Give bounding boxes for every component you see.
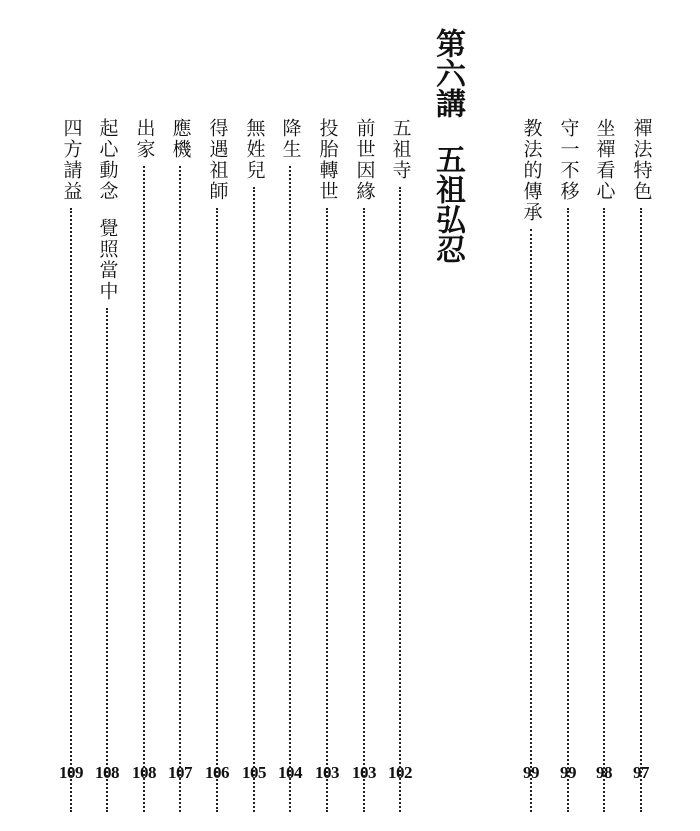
entry-subtitle: 覺照當中 <box>96 218 119 302</box>
dot-leader <box>640 208 642 812</box>
toc-entry[interactable] <box>386 118 414 818</box>
toc-entry[interactable] <box>203 118 231 818</box>
entry-title: 坐禪看心 <box>593 118 616 202</box>
page-number: 108 <box>132 763 156 782</box>
dot-leader <box>530 229 532 812</box>
dot-leader <box>70 208 72 812</box>
toc-entry[interactable] <box>627 118 655 818</box>
dot-leader <box>363 208 365 812</box>
toc-entry[interactable] <box>350 118 378 818</box>
toc-entry[interactable] <box>130 118 158 818</box>
toc-entry[interactable] <box>517 118 545 818</box>
dot-leader <box>326 208 328 812</box>
toc-entry[interactable] <box>166 118 194 818</box>
chapter-title: 五祖弘忍 <box>430 144 465 264</box>
page-number: 99 <box>560 763 576 782</box>
entry-title: 出家 <box>133 118 156 160</box>
chapter-number: 第六講 <box>430 28 465 118</box>
entry-title: 無姓兒 <box>243 118 266 181</box>
dot-leader <box>216 208 218 812</box>
page-number: 105 <box>242 763 266 782</box>
entry-title: 得遇祖師 <box>206 118 229 202</box>
dot-leader <box>253 187 255 812</box>
dot-leader <box>289 166 291 812</box>
page-number: 99 <box>523 763 539 782</box>
chapter-heading <box>422 28 465 288</box>
entry-title: 降生 <box>279 118 302 160</box>
dot-leader <box>567 208 569 812</box>
toc-entry[interactable] <box>313 118 341 818</box>
toc-entry[interactable] <box>93 118 121 818</box>
entry-title: 守一不移 <box>557 118 580 202</box>
toc-entry[interactable] <box>554 118 582 818</box>
page-number: 97 <box>633 763 649 782</box>
entry-title: 投胎轉世 <box>316 118 339 202</box>
page-number: 102 <box>388 763 412 782</box>
page-number: 106 <box>205 763 229 782</box>
entry-title: 前世因緣 <box>353 118 376 202</box>
dot-leader <box>399 187 401 812</box>
entry-title: 教法的傳承 <box>520 118 543 223</box>
dot-leader <box>106 308 108 812</box>
page-number: 103 <box>315 763 339 782</box>
dot-leader <box>603 208 605 812</box>
entry-title: 四方請益 <box>60 118 83 202</box>
toc-entry[interactable] <box>276 118 304 818</box>
page-number: 108 <box>95 763 119 782</box>
page-number: 109 <box>59 763 83 782</box>
entry-title: 禪法特色 <box>630 118 653 202</box>
toc-entry[interactable] <box>57 118 85 818</box>
toc-entry[interactable] <box>590 118 618 818</box>
dot-leader <box>143 166 145 812</box>
page-number: 98 <box>596 763 612 782</box>
page-number: 103 <box>352 763 376 782</box>
entry-title: 起心動念 <box>96 118 119 202</box>
entry-title: 應機 <box>169 118 192 160</box>
page-number: 107 <box>168 763 192 782</box>
entry-title: 五祖寺 <box>389 118 412 181</box>
toc-entry[interactable] <box>240 118 268 818</box>
dot-leader <box>179 166 181 812</box>
page-number: 104 <box>278 763 302 782</box>
